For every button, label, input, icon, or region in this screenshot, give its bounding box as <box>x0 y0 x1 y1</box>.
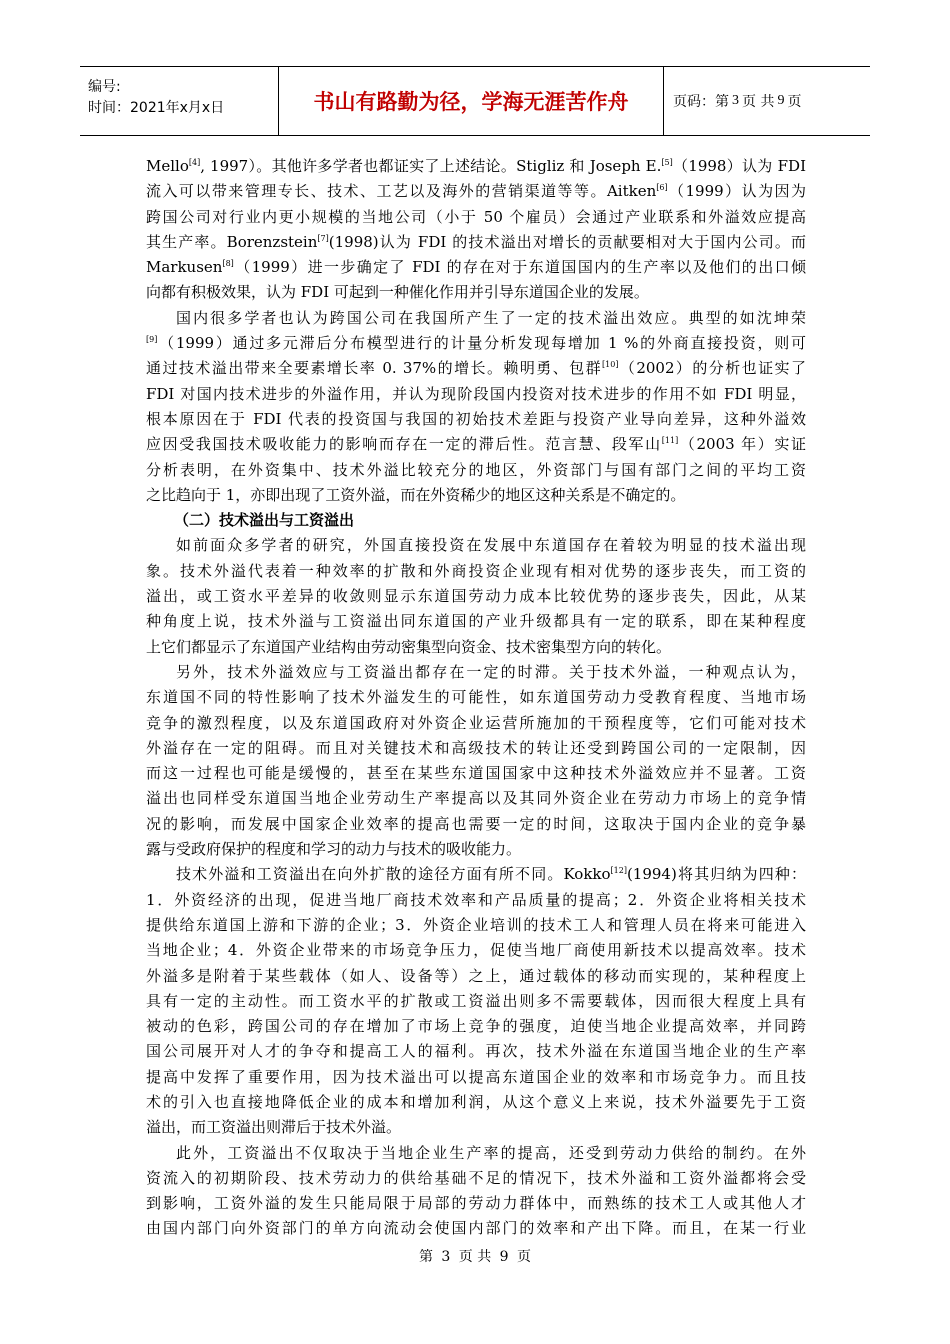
paragraph-line <box>146 888 806 913</box>
line-text <box>146 1014 806 1039</box>
paragraph-line <box>146 205 806 230</box>
text-run: 国内很多学者也认为跨国公司在我国所产生了一定的技术溢出效应。典型的如沈坤荣 <box>176 308 806 327</box>
citation-ref: [6] <box>656 183 668 193</box>
doc-number-label: 编号: <box>88 79 121 95</box>
document-body <box>146 154 806 1242</box>
line-text <box>146 786 806 811</box>
citation-ref: [11] <box>661 436 679 446</box>
paragraph-line <box>146 711 806 736</box>
paragraph-line <box>146 280 806 305</box>
paragraph-line <box>146 230 806 255</box>
paragraph-line <box>146 154 806 179</box>
paragraph-line <box>146 584 806 609</box>
text-run: 被动的色彩，跨国公司的存在增加了市场上竞争的强度，迫使当地企业提高效率，并同跨 <box>146 1017 806 1036</box>
line-text <box>146 812 806 837</box>
line-text <box>146 938 806 963</box>
line-text <box>146 179 806 204</box>
text-run: 到影响，工资外溢的发生只能局限于局部的劳动力群体中，而熟练的技术工人或其他人才 <box>146 1194 806 1213</box>
header-page-info <box>663 67 870 135</box>
header-meta <box>80 67 278 135</box>
line-text <box>146 736 806 761</box>
line-text <box>146 432 806 457</box>
text-run: 提供给东道国上游和下游的企业；3．外资企业培训的技术工人和管理人员在将来可能进入 <box>146 915 806 934</box>
line-text <box>146 1039 806 1064</box>
line-text <box>146 382 806 407</box>
paragraph-line <box>146 862 806 887</box>
text-run: 溢出，或工资水平差异的收敛则显示东道国劳动力成本比较优势的逐步丧失，因此，从某 <box>146 587 806 606</box>
line-text <box>176 533 806 558</box>
text-run: （1999）通过多元滞后分布模型进行的计量分析发现每增加 1 %的外商直接投资，则可 <box>157 334 806 353</box>
line-text <box>146 837 806 862</box>
footer-prefix: 第 <box>418 1249 433 1265</box>
citation-ref: [5] <box>661 158 673 167</box>
text-run: （2003 年）实证 <box>678 435 806 454</box>
paragraph-line <box>146 938 806 963</box>
text-run: 上它们都显示了东道国产业结构由劳动密集型向资金、技术密集型方向的转化。 <box>146 637 672 656</box>
paragraph-line <box>146 1191 806 1216</box>
citation-ref: [10] <box>602 360 619 370</box>
text-run: 象。技术外溢代表着一种效率的扩散和外商投资企业现有相对优势的逐步丧失，而工资的 <box>146 561 806 580</box>
paragraph-line <box>146 1115 806 1140</box>
text-run: 溢出，而工资溢出则滞后于技术外溢。 <box>146 1118 402 1137</box>
paragraph-line <box>146 407 806 432</box>
paragraph-line <box>146 635 806 660</box>
line-text <box>146 483 806 508</box>
paragraph-line <box>146 1065 806 1090</box>
text-run: （1999）进一步确定了 FDI 的存在对于东道国国内的生产率以及他们的出口倾 <box>233 258 806 277</box>
citation-ref: [7] <box>317 233 329 243</box>
text-run: 具有一定的主动性。而工资水平的扩散或工资溢出则多不需要载体，因而很大程度上具有 <box>146 991 806 1010</box>
citation-ref: [12] <box>610 866 627 876</box>
paragraph-line <box>146 559 806 584</box>
paragraph-line <box>146 609 806 634</box>
header-page-total: 9 <box>777 93 785 108</box>
line-text <box>176 306 806 331</box>
text-run: (1994)将其归纳为四种： <box>626 865 806 884</box>
line-text <box>176 660 806 685</box>
paragraph-line <box>146 483 806 508</box>
text-run: 外溢多是附着于某些载体（如人、设备等）之上，通过载体的移动而实现的，某种程度上 <box>146 966 806 985</box>
text-run: Mello <box>146 157 189 175</box>
line-text <box>146 154 806 179</box>
header-motto: 书山有路勤为径，学海无涯苦作舟 <box>278 67 664 135</box>
text-run: 种角度上说，技术外溢与工资溢出同东道国的产业升级都具有一定的联系，即在某种程度 <box>146 612 806 631</box>
paragraph-line <box>146 458 806 483</box>
paragraph-line <box>146 1141 806 1166</box>
text-run: 竞争的激烈程度，以及东道国政府对外资企业运营所施加的干预程度等，它们可能对技术 <box>146 713 806 732</box>
header-page-suffix: 页 <box>787 94 802 110</box>
footer-mid: 页 共 <box>458 1249 492 1265</box>
text-run: 外溢存在一定的阻碍。而且对关键技术和高级技术的转让还受到跨国公司的一定限制，因 <box>146 738 806 757</box>
paragraph-line <box>146 989 806 1014</box>
line-text <box>146 1191 806 1216</box>
header-page-mid: 页 共 <box>742 94 775 110</box>
line-text <box>146 230 806 255</box>
line-text <box>146 964 806 989</box>
header-page-current: 3 <box>732 93 739 108</box>
footer-page-current: 3 <box>441 1249 451 1265</box>
text-run: 之比趋向于 1，亦即出现了工资外溢，而在外资稀少的地区这种关系是不确定的。 <box>146 485 686 504</box>
text-run: 由国内部门向外资部门的单方向流动会使国内部门的效率和产出下降。而且，在某一行业 <box>146 1219 806 1238</box>
text-run: 术的引入也直接地降低企业的成本和增加利润，从这个意义上来说，技术外溢要先于工资 <box>146 1092 806 1111</box>
text-run: （2002）的分析也证实了 <box>618 359 806 378</box>
line-text <box>146 609 806 634</box>
paragraph-line <box>146 382 806 407</box>
citation-ref: [4] <box>188 158 201 167</box>
line-text <box>146 989 806 1014</box>
paragraph-line <box>146 432 806 457</box>
text-run: 根本原因在于 FDI 代表的投资国与我国的初始技术差距与投资产业导向差异，这种外溢效 <box>146 409 806 428</box>
text-run: 分析表明，在外资集中、技术外溢比较充分的地区，外资部门与国有部门之间的平均工资 <box>146 460 806 479</box>
line-text <box>146 407 806 432</box>
text-run: 通过技术溢出带来全要素增长率 0. 37%的增长。赖明勇、包群 <box>146 359 603 378</box>
line-text <box>176 1141 806 1166</box>
line-text <box>146 1166 806 1191</box>
line-text <box>176 862 806 887</box>
line-text <box>146 255 806 280</box>
text-run: 流入可以带来管理专长、技术、工艺以及海外的营销渠道等等。Aitken <box>146 182 657 201</box>
paragraph-line <box>146 1166 806 1191</box>
paragraph-line <box>146 306 806 331</box>
text-run: , 1997）。其他许多学者也都证实了上述结论。Stigliz 和 Joseph E. <box>200 157 662 175</box>
line-text <box>146 1065 806 1090</box>
paragraph-line <box>146 1039 806 1064</box>
text-run: 而这一过程也可能是缓慢的，甚至在某些东道国国家中这种技术外溢效应并不显著。工资 <box>146 764 806 783</box>
text-run: 此外，工资溢出不仅取决于当地企业生产率的提高，还受到劳动力供给的制约。在外 <box>176 1143 806 1162</box>
line-text <box>146 711 806 736</box>
text-run: 1．外资经济的出现，促进当地厂商技术效率和产品质量的提高；2．外资企业将相关技术 <box>146 890 806 909</box>
citation-ref: [8] <box>222 259 234 269</box>
text-run: 其生产率。Borenzstein <box>146 232 318 251</box>
line-text <box>146 1090 806 1115</box>
section-heading: （二）技术溢出与工资溢出 <box>174 511 355 530</box>
citation-ref: [9] <box>146 335 158 345</box>
text-run: 跨国公司对行业内更小规模的当地公司（小于 50 个雇员）会通过产业联系和外溢效应提高 <box>146 207 806 226</box>
paragraph-line <box>146 913 806 938</box>
doc-date: 时间：2021年x月x日 <box>88 100 225 116</box>
text-run: 露与受政府保护的程度和学习的动力与技术的吸收能力。 <box>146 840 522 859</box>
paragraph-line <box>146 1216 806 1241</box>
header-page-prefix: 页码：第 <box>673 94 729 110</box>
paragraph-line <box>146 255 806 280</box>
text-run: 向都有积极效果，认为 FDI 可起到一种催化作用并引导东道国企业的发展。 <box>146 283 649 302</box>
paragraph-line <box>146 761 806 786</box>
line-text <box>146 1115 806 1140</box>
text-run: 东道国不同的特性影响了技术外溢发生的可能性，如东道国劳动力受教育程度、当地市场 <box>146 688 806 707</box>
paragraph-line <box>146 533 806 558</box>
line-text <box>146 1216 806 1241</box>
paragraph-line <box>146 1090 806 1115</box>
text-run: （1999）认为因为 <box>667 182 806 201</box>
paragraph-line <box>146 837 806 862</box>
text-run: 如前面众多学者的研究，外国直接投资在发展中东道国存在着较为明显的技术溢出现 <box>176 536 806 555</box>
text-run: FDI 对国内技术进步的外溢作用，并认为现阶段国内投资对技术进步的作用不如 FDI 明显， <box>146 384 806 403</box>
line-text <box>146 635 806 660</box>
text-run: 溢出也同样受东道国当地企业劳动生产率提高以及其同外资企业在劳动力市场上的竞争情 <box>146 789 806 808</box>
line-text <box>146 280 806 305</box>
footer-suffix: 页 <box>517 1249 532 1265</box>
paragraph-line <box>146 331 806 356</box>
paragraph-line <box>146 356 806 381</box>
line-text <box>146 584 806 609</box>
line-text <box>146 458 806 483</box>
text-run: 提高中发挥了重要作用，因为技术溢出可以提高东道国企业的效率和市场竞争力。而且技 <box>146 1067 806 1086</box>
footer-page-total: 9 <box>499 1249 509 1265</box>
line-text <box>146 331 806 356</box>
paragraph-line <box>146 660 806 685</box>
text-run: （1998）认为 FDI <box>672 157 806 175</box>
line-text <box>146 356 806 381</box>
text-run: 当地企业；4．外资企业带来的市场竞争压力，促使当地厂商使用新技术以提高效率。技术 <box>146 941 806 960</box>
line-text <box>146 888 806 913</box>
paragraph-line <box>146 786 806 811</box>
paragraph-line <box>146 812 806 837</box>
line-text <box>146 913 806 938</box>
paragraph-line <box>146 736 806 761</box>
text-run: 另外，技术外溢效应与工资溢出都存在一定的时滞。关于技术外溢，一种观点认为， <box>176 662 806 681</box>
line-text <box>146 685 806 710</box>
text-run: 资流入的初期阶段、技术劳动力的供给基础不足的情况下，技术外溢和工资外溢都将会受 <box>146 1168 806 1187</box>
line-text <box>146 205 806 230</box>
paragraph-line <box>146 179 806 204</box>
text-run: 应因受我国技术吸收能力的影响而存在一定的滞后性。范言慧、段军山 <box>146 435 662 454</box>
paragraph-line <box>146 685 806 710</box>
text-run: (1998)认为 FDI 的技术溢出对增长的贡献要相对大于国内公司。而 <box>328 232 806 251</box>
page-footer <box>0 1246 950 1266</box>
paragraph-line <box>146 1014 806 1039</box>
text-run: 国公司展开对人才的争夺和提高工人的福利。再次，技术外溢在东道国当地企业的生产率 <box>146 1042 806 1061</box>
paragraph-line <box>146 964 806 989</box>
text-run: 技术外溢和工资溢出在向外扩散的途径方面有所不同。Kokko <box>176 865 611 884</box>
line-text <box>146 559 806 584</box>
text-run: Markusen <box>146 258 223 277</box>
text-run: 况的影响，而发展中国家企业效率的提高也需要一定的时间，这取决于国内企业的竞争暴 <box>146 814 806 833</box>
line-text <box>146 761 806 786</box>
page-header <box>80 66 870 136</box>
